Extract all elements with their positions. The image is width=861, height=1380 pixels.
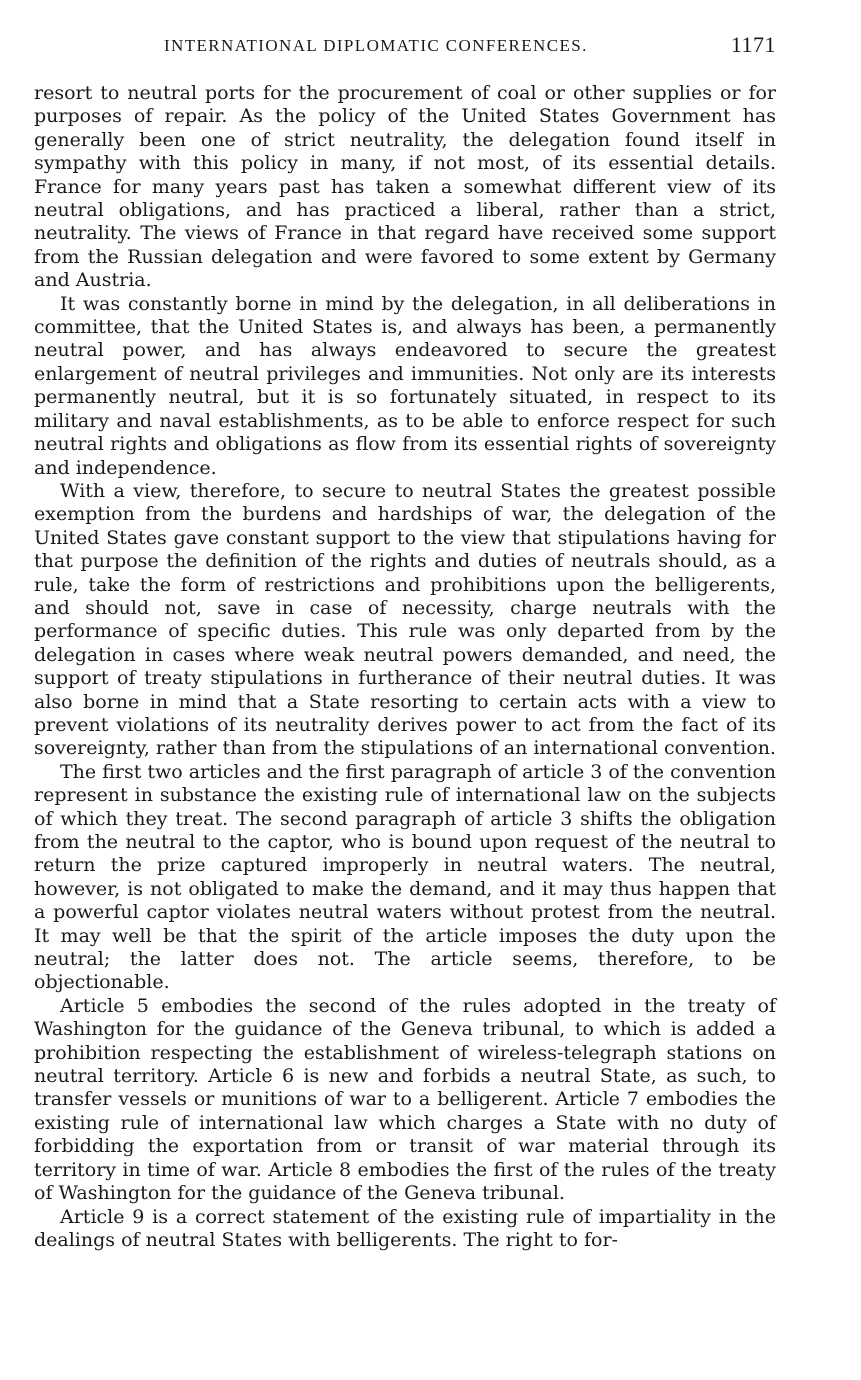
page-number: 1171 <box>730 32 776 57</box>
paragraph: The first two articles and the first paragraph of article 3 of the convention represent in substance the existing rule of international law on the subjects of which they treat. The second paragraph of article 3 shifts the obligation from the neutral to the captor, who is bound upon request of the neutral to return the prize captured improperly in neutral waters. The neutral, however, is not obligated to make the demand, and it may thus happen that a powerful captor violates neutral waters without protest from the neutral. It may well be that the spirit of the article imposes the duty upon the neutral; the latter does not. The article seems, therefore, to be objectionable. <box>34 760 776 994</box>
running-head <box>34 32 776 62</box>
running-title: INTERNATIONAL DIPLOMATIC CONFERENCES. <box>164 36 588 55</box>
paragraph: Article 9 is a correct statement of the existing rule of impartiality in the dealings of neutral States with belligerents. The right to for- <box>34 1205 776 1251</box>
paragraph: It was constantly borne in mind by the delegation, in all deliberations in committee, that the United States is, and always has been, a permanently neutral power, and has always endeavored to secure the greatest enlargement of neutral privileges and immunities. Not only are its interests permanently neutral, but it is so fortunately situated, in respect to its military and naval establishments, as to be able to enforce respect for such neutral rights and obligations as flow from its essential rights of sovereignty and independence. <box>34 292 776 479</box>
paragraph: With a view, therefore, to secure to neutral States the greatest possible exemption from the burdens and hardships of war, the delegation of the United States gave constant support to the view that stipulations having for that purpose the definition of the rights and duties of neutrals should, as a rule, take the form of restrictions and prohibitions upon the belligerents, and should not, save in case of necessity, charge neutrals with the performance of specific duties. This rule was only departed from by the delegation in cases where weak neutral powers demanded, and need, the support of treaty stipulations in furtherance of their neutral duties. It was also borne in mind that a State resorting to certain acts with a view to prevent violations of its neutrality derives power to act from the fact of its sovereignty, rather than from the stipulations of an international convention. <box>34 479 776 760</box>
paragraph-continuation: resort to neutral ports for the procurement of coal or other supplies or for purposes of repair. As the policy of the United States Government has generally been one of strict neutrality, the delegation found itself in sympathy with this policy in many, if not most, of its essential details. France for many years past has taken a somewhat different view of its neutral obligations, and has practiced a liberal, rather than a strict, neutrality. The views of France in that regard have received some support from the Russian delegation and were favored to some extent by Germany and Austria. <box>34 82 776 292</box>
paragraph: Article 5 embodies the second of the rules adopted in the treaty of Washington for the guidance of the Geneva tribunal, to which is added a prohibition respecting the establishment of wireless-telegraph stations on neutral territory. Article 6 is new and forbids a neutral State, as such, to transfer vessels or munitions of war to a belligerent. Article 7 embodies the existing rule of international law which charges a State with no duty of forbidding the exportation from or transit of war material through its territory in time of war. Article 8 embodies the first of the rules of the treaty of Washington for the guidance of the Geneva tribunal. <box>34 994 776 1205</box>
body-text <box>34 82 776 1252</box>
